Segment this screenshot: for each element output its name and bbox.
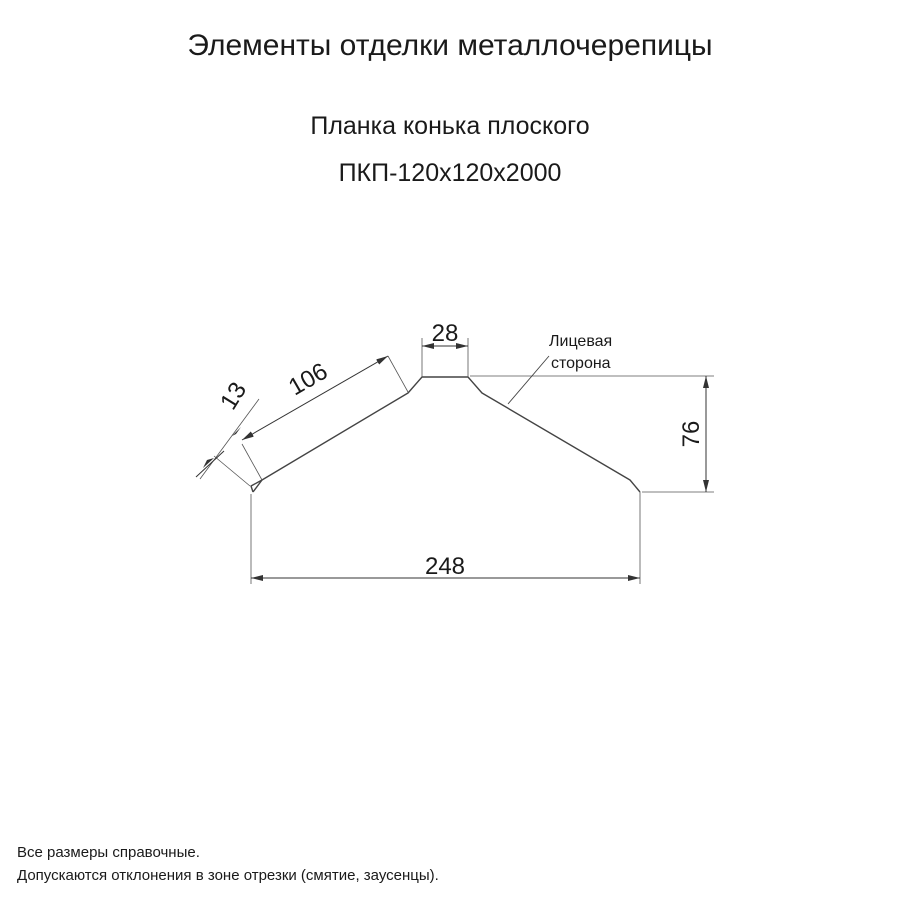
dimension-lines — [196, 346, 706, 578]
face-side-label-line1: Лицевая — [549, 333, 613, 350]
dim-width-label: 248 — [424, 553, 466, 580]
face-side-leader — [508, 356, 549, 404]
extension-lines — [200, 338, 714, 584]
product-name: Планка конька плоского — [310, 112, 590, 140]
note-cut-deviation: Допускаются отклонения в зоне отрезки (смятие, заусенцы). — [17, 867, 439, 884]
product-code: ПКП-120х120х2000 — [338, 159, 562, 187]
dim-hem-label: 13 — [215, 377, 253, 415]
hem-arrows — [203, 427, 241, 468]
dim-slope-label: 106 — [284, 357, 333, 402]
dim-top-flat-label: 28 — [431, 320, 459, 347]
notes — [17, 841, 439, 887]
note-reference-dimensions: Все размеры справочные. — [17, 844, 200, 861]
dim-height-label: 76 — [678, 420, 705, 448]
face-side-label-line2: сторона — [551, 355, 611, 372]
dim-line-hem — [196, 451, 224, 477]
page-title: Элементы отделки металлочерепицы — [187, 29, 713, 62]
